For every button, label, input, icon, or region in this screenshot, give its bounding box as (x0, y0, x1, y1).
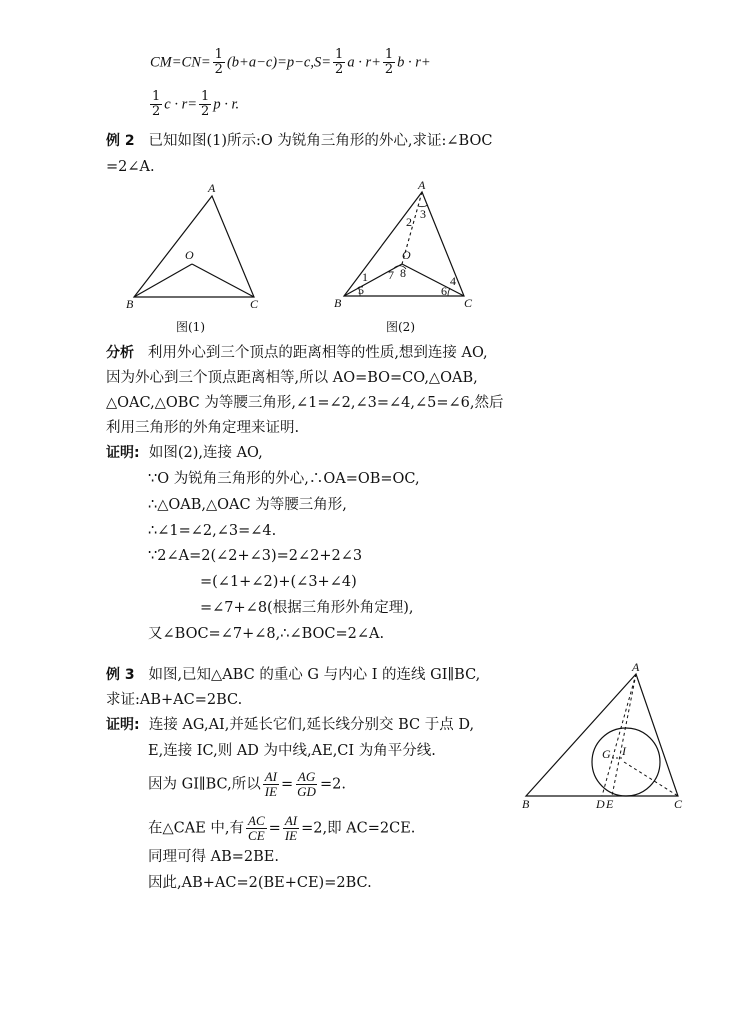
angle-6-label: 6 (441, 284, 447, 298)
ex2-statement-2 (106, 156, 155, 178)
analysis-line-2: 因为外心到三个顶点距离相等,所以 AO=BO=CO,△OAB, (106, 370, 478, 386)
vertex-c-label: C (674, 797, 683, 811)
angle-7-label: 7 (388, 268, 394, 282)
proof-label: 证明: (106, 445, 140, 461)
half-fraction: $\frac{1}{2}$ (201, 89, 210, 119)
proof-line-2: ∴△OAB,△OAC 为等腰三角形, (148, 497, 347, 513)
segment-ob (134, 264, 192, 297)
point-e-label: E (606, 797, 614, 811)
analysis-line-1 (106, 342, 488, 364)
ex3-proof-label: 证明: (106, 717, 140, 733)
vertex-c-label: C (464, 296, 473, 310)
point-d-label: D (596, 797, 605, 811)
vertex-b-label: B (334, 296, 342, 310)
ex3-statement-2: 求证:AB+AC=2BC. (106, 692, 243, 708)
figure-1-caption: 图(1) (176, 320, 205, 334)
figure-3 (518, 662, 698, 812)
ex3-proof-line-2: E,连接 IC,则 AD 为中线,AE,CI 为角平分线. (148, 743, 436, 759)
ratio-ai-ie: $\frac{AI}{IE}$ (264, 769, 278, 799)
angle-4-label: 4 (450, 274, 456, 288)
angle-2-label: 2 (406, 215, 412, 229)
segment-oc (192, 264, 254, 297)
ex2-statement-1 (106, 130, 492, 152)
ratio-ai-ie: $\frac{AI}{IE}$ (284, 813, 298, 843)
analysis-label: 分析 (106, 345, 134, 361)
intro-line-2 (148, 90, 239, 119)
ex3-text1: 如图,已知△ABC 的重心 G 与内心 I 的连线 GI∥BC, (148, 667, 481, 683)
vertex-b-label: B (522, 797, 530, 811)
incenter-i-label: I (622, 744, 626, 758)
ex3-p3-c: =2. (319, 776, 346, 793)
center-o-label: O (185, 248, 194, 262)
figure-1 (120, 182, 270, 312)
ex2-label: 例 2 (106, 133, 135, 149)
triangle-abc (134, 196, 254, 297)
proof-line-7: 又∠BOC=∠7+∠8,∴∠BOC=2∠A. (148, 626, 385, 642)
triangle-abc (526, 674, 678, 796)
intro-line-1 (150, 48, 431, 77)
ex3-p4-a: 在△CAE 中,有 (148, 820, 245, 837)
proof-text-0: 如图(2),连接 AO, (148, 445, 263, 461)
ex3-proof-line-1 (106, 714, 474, 736)
intro-text-a: CM=CN= (150, 54, 211, 71)
vertex-c-label: C (250, 297, 259, 311)
ex3-proof-line-6: 因此,AB+AC=2(BE+CE)=2BC. (148, 875, 372, 891)
ex3-p4-b: = (268, 820, 281, 837)
proof-line-5: =(∠1+∠2)+(∠3+∠4) (200, 574, 357, 590)
proof-line-3: ∴∠1=∠2,∠3=∠4. (148, 523, 277, 539)
vertex-b-label: B (126, 297, 134, 311)
vertex-a-label: A (632, 660, 640, 674)
proof-line-6: =∠7+∠8(根据三角形外角定理), (200, 600, 414, 616)
analysis-line-4: 利用三角形的外角定理来证明. (106, 420, 300, 436)
proof-line-4: ∵2∠A=2(∠2+∠3)=2∠2+2∠3 (148, 548, 363, 564)
proof-line-1: ∵O 为锐角三角形的外心,∴OA=OB=OC, (148, 471, 420, 487)
ex3-proof-text-1: 连接 AG,AI,并延长它们,延长线分别交 BC 于点 D, (148, 717, 475, 733)
analysis-line-3: △OAC,△OBC 为等腰三角形,∠1=∠2,∠3=∠4,∠5=∠6,然后 (106, 395, 504, 411)
figure-2 (330, 178, 480, 313)
ex3-statement-1 (106, 664, 480, 686)
vertex-a-label: A (208, 181, 216, 195)
incircle (592, 728, 660, 796)
ex3-p3-b: = (281, 776, 294, 793)
proof-line-0 (106, 442, 263, 464)
ex2-text2: =2∠A. (106, 159, 155, 175)
half-fraction: $\frac{1}{2}$ (152, 89, 161, 119)
analysis-text-1: 利用外心到三个顶点的距离相等的性质,想到连接 AO, (147, 345, 488, 361)
ex2-text1: 已知如图(1)所示:O 为锐角三角形的外心,求证:∠BOC (148, 133, 493, 149)
intro-text-e: c · r= (164, 96, 198, 113)
dashed-segment-ae (612, 674, 636, 796)
ex3-p4-c: =2,即 AC=2CE. (301, 820, 416, 837)
angle-arc (448, 288, 450, 296)
center-o-label: O (402, 248, 411, 262)
dashed-segment-ic (624, 762, 678, 796)
angle-3-label: 3 (420, 207, 426, 221)
angle-8-label: 8 (400, 266, 406, 280)
intro-text-c: a · r+ (347, 54, 381, 71)
figure-2-caption: 图(2) (386, 320, 415, 334)
ex3-proof-line-3 (148, 770, 346, 799)
ex3-label: 例 3 (106, 667, 135, 683)
intro-text-d: b · r+ (397, 54, 431, 71)
half-fraction: $\frac{1}{2}$ (335, 47, 344, 77)
intro-text-b: (b+a−c)=p−c,S= (226, 54, 332, 71)
angle-5-label: 5 (358, 283, 364, 297)
half-fraction: $\frac{1}{2}$ (214, 47, 223, 77)
centroid-g-label: G (602, 747, 611, 761)
half-fraction: $\frac{1}{2}$ (384, 47, 394, 77)
ratio-ac-ce: $\frac{AC}{CE}$ (248, 813, 265, 843)
intro-text-f: p · r. (213, 96, 240, 113)
ex3-proof-line-4 (148, 814, 415, 843)
angle-1-label: 1 (362, 270, 368, 284)
ex3-p3-a: 因为 GI∥BC,所以 (148, 776, 261, 793)
ex3-proof-line-5: 同理可得 AB=2BE. (148, 849, 279, 865)
ratio-ag-gd: $\frac{AG}{GD}$ (297, 769, 316, 799)
vertex-a-label: A (418, 178, 426, 192)
